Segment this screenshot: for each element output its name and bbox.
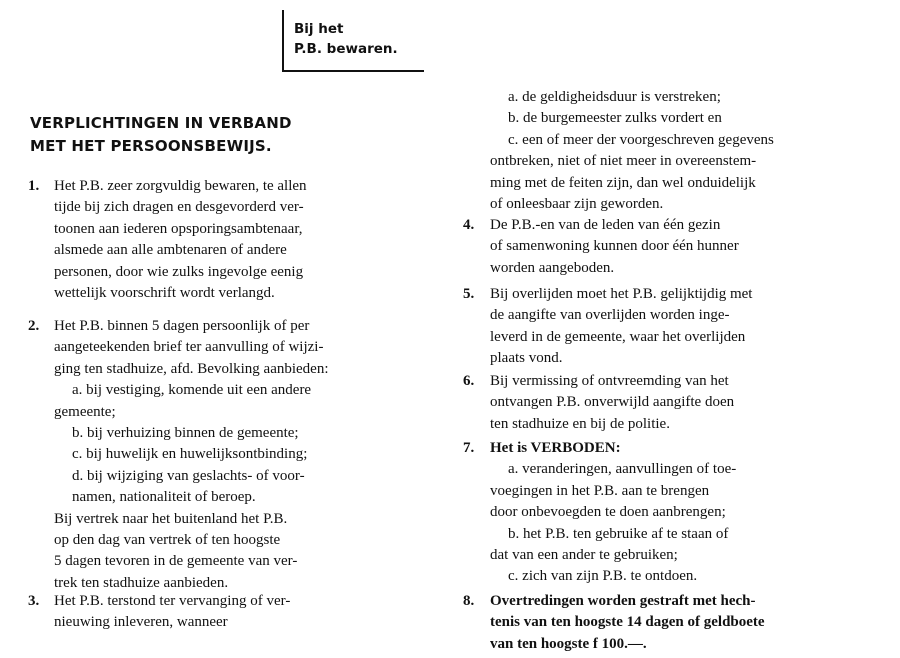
text-line: d. bij wijziging van geslachts- of voor- [72, 467, 305, 484]
text-line: ging ten stadhuize, afd. Bevolking aanbieden: [54, 360, 329, 377]
text-line: aangeteekenden brief ter aanvulling of wijzi- [54, 339, 324, 356]
text-line: a. veranderingen, aanvullingen of toe- [508, 461, 737, 478]
text-line: worden aangeboden. [490, 259, 615, 276]
text-line: alsmede aan alle ambtenaren of andere [54, 242, 287, 259]
text-line: tenis van ten hoogste 14 dagen of geldboete [490, 614, 765, 631]
text-line: a. de geldigheidsduur is verstreken; [508, 89, 721, 105]
text-line: op den dag van vertrek of ten hoogste [54, 532, 281, 549]
rule-number: 8. [463, 593, 475, 609]
text-line: of samenwoning kunnen door één hunner [490, 238, 739, 255]
page-heading [30, 112, 292, 158]
text-line: c. bij huwelijk en huwelijksontbinding; [72, 446, 308, 463]
notice-box-line: P.B. bewaren. [294, 41, 398, 57]
text-line: b. bij verhuizing binnen de gemeente; [72, 425, 299, 442]
rule-text [490, 591, 765, 655]
notice-box-line: Bij het [294, 21, 344, 37]
rule-text [490, 215, 739, 279]
heading-line: MET HET PERSOONSBEWIJS. [30, 137, 272, 155]
rule-number: 3. [28, 593, 40, 609]
text-line: 5 dagen tevoren in de gemeente van ver- [54, 553, 298, 570]
text-line: tijde bij zich dragen en desgevorderd ver- [54, 199, 304, 216]
text-line: ming met de feiten zijn, dan wel onduidelijk [490, 174, 756, 191]
text-line: b. de burgemeester zulks vordert en [508, 110, 722, 127]
text-line: a. bij vestiging, komende uit een andere [72, 382, 312, 399]
rule-text [54, 176, 307, 304]
text-line: dat van een ander te gebruiken; [490, 547, 678, 564]
rule-number: 2. [28, 318, 40, 334]
rule-number: 6. [463, 373, 475, 389]
text-line: nieuwing inleveren, wanneer [54, 614, 228, 631]
rule-text [490, 284, 752, 370]
text-line: Het is VERBODEN: [490, 440, 621, 456]
heading-line: VERPLICHTINGEN IN VERBAND [30, 114, 292, 132]
rule-number: 1. [28, 178, 40, 194]
text-line: door onbevoegden te doen aanbrengen; [490, 504, 726, 521]
text-line: plaats vond. [490, 350, 563, 367]
text-line: Bij overlijden moet het P.B. gelijktijdig met [490, 286, 753, 302]
text-line: de aangifte van overlijden worden inge- [490, 307, 730, 324]
text-line: Overtredingen worden gestraft met hech- [490, 593, 756, 609]
text-line: namen, nationaliteit of beroep. [72, 489, 256, 506]
text-line: Het P.B. terstond ter vervanging of ver- [54, 593, 291, 609]
rule-text [54, 591, 290, 634]
text-line: Bij vertrek naar het buitenland het P.B. [54, 510, 288, 527]
rule-text [490, 371, 734, 435]
text-line: wettelijk voorschrift wordt verlangd. [54, 285, 275, 302]
rule-text [54, 316, 329, 594]
text-line: leverd in de gemeente, waar het overlijden [490, 328, 746, 345]
rule-number: 7. [463, 440, 475, 456]
text-line: voegingen in het P.B. aan te brengen [490, 482, 710, 499]
rule-number: 4. [463, 217, 475, 233]
notice-box [282, 10, 424, 72]
rule-number: 5. [463, 286, 475, 302]
text-line: personen, door wie zulks ingevolge eenig [54, 263, 304, 280]
text-line: ontvangen P.B. onverwijld aangifte doen [490, 394, 735, 411]
text-line: Het P.B. binnen 5 dagen persoonlijk of per [54, 318, 310, 334]
text-line: of onleesbaar zijn geworden. [490, 196, 664, 213]
text-line: ten stadhuize en bij de politie. [490, 415, 670, 432]
text-line: gemeente; [54, 403, 116, 420]
text-line: Het P.B. zeer zorgvuldig bewaren, te allen [54, 178, 307, 194]
text-line: Bij vermissing of ontvreemding van het [490, 373, 729, 389]
text-line: b. het P.B. ten gebruike af te staan of [508, 525, 729, 542]
text-line: toonen aan iederen opsporingsambtenaar, [54, 220, 303, 237]
rule-text [490, 438, 736, 588]
text-line: c. een of meer der voorgeschreven gegevens [508, 131, 774, 148]
text-line: ontbreken, niet of niet meer in overeenstem- [490, 153, 757, 170]
text-line: c. zich van zijn P.B. te ontdoen. [508, 568, 698, 585]
text-line: De P.B.-en van de leden van één gezin [490, 217, 721, 233]
text-line: van ten hoogste f 100.—. [490, 635, 647, 652]
rule-item-3-continued [490, 87, 774, 215]
text-line: trek ten stadhuize aanbieden. [54, 574, 229, 591]
